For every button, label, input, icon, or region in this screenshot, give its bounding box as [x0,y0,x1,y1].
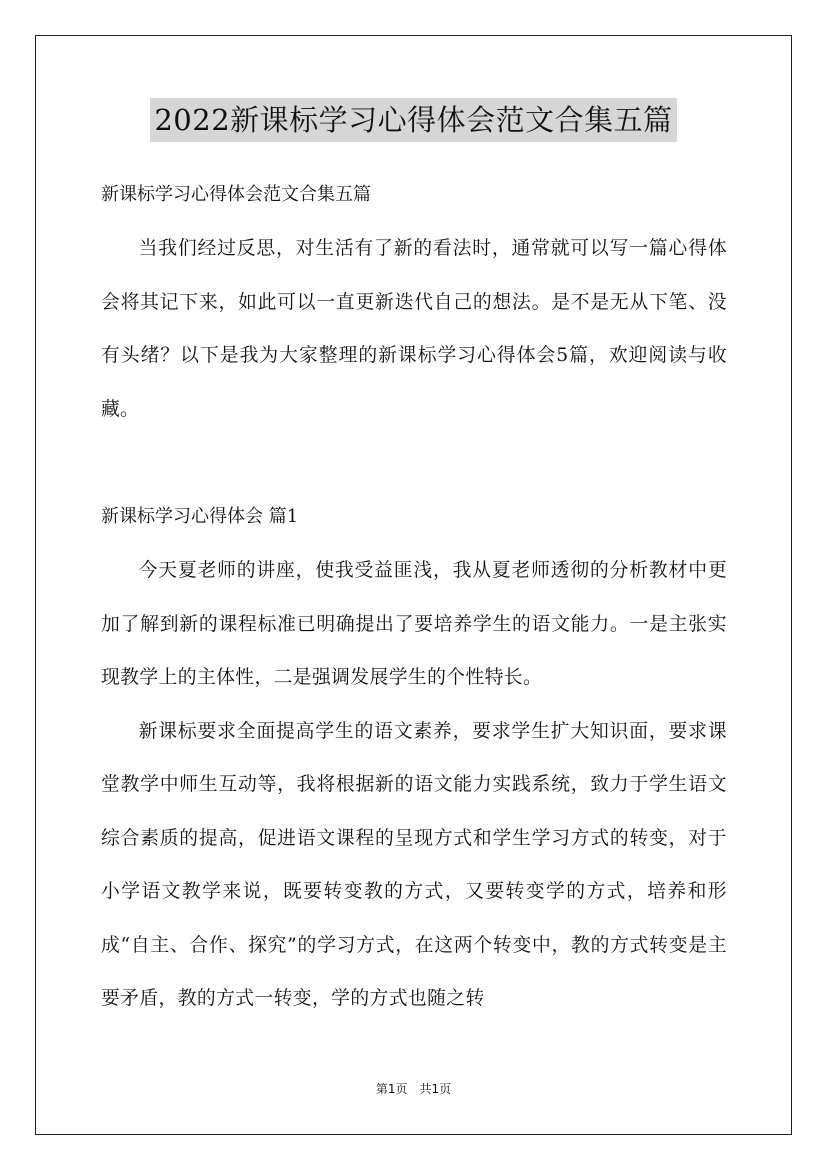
document-title: 2022新课标学习心得体会范文合集五篇 [150,98,676,142]
body-paragraph-1: 今天夏老师的讲座，使我受益匪浅，我从夏老师透彻的分析教材中更加了解到新的课程标准已明确提出了要培养学生的语文能力。一是主张实现教学上的主体性，二是强调发展学生的个性特长。 [101,560,727,688]
intro-heading: 新课标学习心得体会范文合集五篇 [101,184,371,205]
page-footer: 第1页 共1页 [375,1082,452,1096]
intro-paragraph: 当我们经过反思，对生活有了新的看法时，通常就可以写一篇心得体会将其记下来，如此可以一直更新迭代自己的想法。是不是无从下笔、没有头绪？以下是我为大家整理的新课标学习心得体会5篇，欢迎阅读与收藏。 [101,238,727,420]
document-body [101,168,727,1026]
body-paragraph-2: 新课标要求全面提高学生的语文素养，要求学生扩大知识面，要求课堂教学中师生互动等，我将根据新的语文能力实践系统，致力于学生语文综合素质的提高，促进语文课程的呈现方式和学生学习方式的转变，对于小学语文教学来说，既要转变教的方式，又要转变学的方式，培养和形成“自主、合作、探究”的学习方式，在这两个转变中，教的方式转变是主要矛盾，教的方式一转变，学的方式也随之转 [101,720,727,1009]
section-heading: 新课标学习心得体会 篇1 [101,506,299,527]
section-gap [101,436,727,490]
title-container [0,98,827,142]
